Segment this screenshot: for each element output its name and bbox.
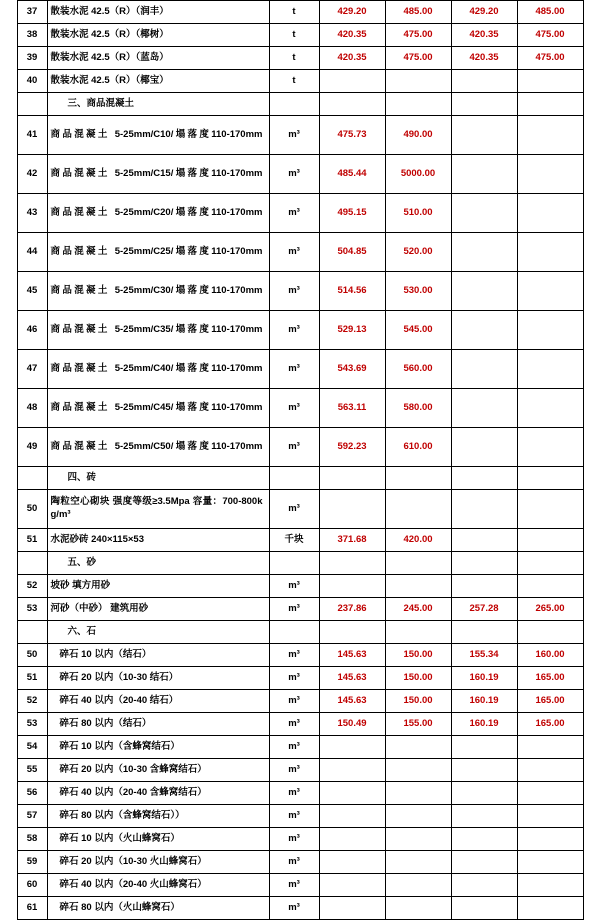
table-row bbox=[17, 897, 583, 920]
price-p2: 520.00 bbox=[385, 233, 451, 272]
price-p1: 529.13 bbox=[319, 311, 385, 350]
item-unit bbox=[269, 621, 319, 644]
item-name: 碎石 40 以内（20-40 结石） bbox=[47, 690, 269, 713]
table-row bbox=[17, 389, 583, 428]
price-p2: 245.00 bbox=[385, 598, 451, 621]
item-name: 六、石 bbox=[47, 621, 269, 644]
row-number: 59 bbox=[17, 851, 47, 874]
item-unit: m³ bbox=[269, 805, 319, 828]
row-number: 61 bbox=[17, 897, 47, 920]
item-unit: m³ bbox=[269, 759, 319, 782]
price-p1 bbox=[319, 759, 385, 782]
price-p4 bbox=[517, 621, 583, 644]
price-p1 bbox=[319, 782, 385, 805]
row-number: 50 bbox=[17, 644, 47, 667]
price-p1 bbox=[319, 467, 385, 490]
item-unit: m³ bbox=[269, 736, 319, 759]
price-p2: 475.00 bbox=[385, 47, 451, 70]
price-p3: 429.20 bbox=[451, 1, 517, 24]
price-p4 bbox=[517, 389, 583, 428]
price-p1 bbox=[319, 552, 385, 575]
price-p3: 420.35 bbox=[451, 47, 517, 70]
price-p1: 420.35 bbox=[319, 24, 385, 47]
table-row bbox=[17, 805, 583, 828]
item-name: 散装水泥 42.5（R）（椰宝） bbox=[47, 70, 269, 93]
row-number: 51 bbox=[17, 667, 47, 690]
price-p3 bbox=[451, 490, 517, 529]
row-number: 53 bbox=[17, 713, 47, 736]
row-number: 45 bbox=[17, 272, 47, 311]
price-p1 bbox=[319, 70, 385, 93]
price-p4 bbox=[517, 490, 583, 529]
price-p2 bbox=[385, 70, 451, 93]
price-p4 bbox=[517, 116, 583, 155]
price-p3 bbox=[451, 782, 517, 805]
price-p4 bbox=[517, 782, 583, 805]
price-p4 bbox=[517, 272, 583, 311]
price-p4: 485.00 bbox=[517, 1, 583, 24]
price-p3 bbox=[451, 272, 517, 311]
price-p1 bbox=[319, 490, 385, 529]
price-p2: 560.00 bbox=[385, 350, 451, 389]
price-p2 bbox=[385, 897, 451, 920]
item-name: 商品混凝土 5-25mm/C35/塌落度110-170mm bbox=[47, 311, 269, 350]
item-name: 五、砂 bbox=[47, 552, 269, 575]
price-p1 bbox=[319, 828, 385, 851]
price-p1 bbox=[319, 621, 385, 644]
item-name: 碎石 10 以内（含蜂窝结石） bbox=[47, 736, 269, 759]
price-p1 bbox=[319, 93, 385, 116]
price-p4: 160.00 bbox=[517, 644, 583, 667]
item-name: 三、商品混凝土 bbox=[47, 93, 269, 116]
item-unit: t bbox=[269, 47, 319, 70]
price-p2: 150.00 bbox=[385, 667, 451, 690]
item-name: 商品混凝土 5-25mm/C10/塌落度110-170mm bbox=[47, 116, 269, 155]
row-number: 54 bbox=[17, 736, 47, 759]
item-unit bbox=[269, 467, 319, 490]
price-p3 bbox=[451, 552, 517, 575]
price-p1: 237.86 bbox=[319, 598, 385, 621]
item-name: 散装水泥 42.5（R）（椰树） bbox=[47, 24, 269, 47]
price-p1: 145.63 bbox=[319, 667, 385, 690]
table-row bbox=[17, 350, 583, 389]
price-p4 bbox=[517, 233, 583, 272]
item-unit: m³ bbox=[269, 194, 319, 233]
item-name: 四、砖 bbox=[47, 467, 269, 490]
item-name: 河砂（中砂） 建筑用砂 bbox=[47, 598, 269, 621]
table-body bbox=[17, 1, 583, 920]
price-p1: 429.20 bbox=[319, 1, 385, 24]
price-p3 bbox=[451, 350, 517, 389]
material-price-table bbox=[17, 0, 584, 920]
item-unit: t bbox=[269, 24, 319, 47]
row-number bbox=[17, 467, 47, 490]
item-name: 坡砂 填方用砂 bbox=[47, 575, 269, 598]
price-p1: 495.15 bbox=[319, 194, 385, 233]
price-p1: 475.73 bbox=[319, 116, 385, 155]
row-number: 38 bbox=[17, 24, 47, 47]
price-p4: 475.00 bbox=[517, 47, 583, 70]
price-p4: 475.00 bbox=[517, 24, 583, 47]
row-number: 44 bbox=[17, 233, 47, 272]
price-p3 bbox=[451, 805, 517, 828]
item-unit: m³ bbox=[269, 116, 319, 155]
price-p4 bbox=[517, 575, 583, 598]
row-number: 60 bbox=[17, 874, 47, 897]
item-name: 水泥砂砖 240×115×53 bbox=[47, 529, 269, 552]
table-row bbox=[17, 272, 583, 311]
price-p3 bbox=[451, 467, 517, 490]
item-unit: t bbox=[269, 70, 319, 93]
item-unit: m³ bbox=[269, 575, 319, 598]
price-p4 bbox=[517, 93, 583, 116]
table-row bbox=[17, 690, 583, 713]
price-p2: 545.00 bbox=[385, 311, 451, 350]
item-unit: m³ bbox=[269, 350, 319, 389]
row-number: 46 bbox=[17, 311, 47, 350]
row-number bbox=[17, 621, 47, 644]
price-p1 bbox=[319, 575, 385, 598]
row-number: 58 bbox=[17, 828, 47, 851]
item-unit: 千块 bbox=[269, 529, 319, 552]
table-row bbox=[17, 155, 583, 194]
table-row bbox=[17, 467, 583, 490]
price-p3 bbox=[451, 155, 517, 194]
price-p2 bbox=[385, 621, 451, 644]
table-row bbox=[17, 93, 583, 116]
price-p2: 155.00 bbox=[385, 713, 451, 736]
item-name: 碎石 80 以内（结石） bbox=[47, 713, 269, 736]
item-unit: m³ bbox=[269, 828, 319, 851]
item-unit bbox=[269, 93, 319, 116]
row-number: 37 bbox=[17, 1, 47, 24]
row-number: 56 bbox=[17, 782, 47, 805]
price-p3 bbox=[451, 70, 517, 93]
item-name: 碎石 20 以内（10-30 结石） bbox=[47, 667, 269, 690]
item-name: 散装水泥 42.5（R）（润丰） bbox=[47, 1, 269, 24]
price-p2: 580.00 bbox=[385, 389, 451, 428]
row-number: 49 bbox=[17, 428, 47, 467]
table-row bbox=[17, 233, 583, 272]
table-row bbox=[17, 598, 583, 621]
row-number bbox=[17, 552, 47, 575]
item-unit: m³ bbox=[269, 690, 319, 713]
price-p3: 155.34 bbox=[451, 644, 517, 667]
item-name: 商品混凝土 5-25mm/C25/塌落度110-170mm bbox=[47, 233, 269, 272]
price-p4 bbox=[517, 897, 583, 920]
price-p4 bbox=[517, 467, 583, 490]
price-p3 bbox=[451, 897, 517, 920]
price-p1 bbox=[319, 851, 385, 874]
price-p1: 145.63 bbox=[319, 690, 385, 713]
price-p4 bbox=[517, 828, 583, 851]
table-row bbox=[17, 1, 583, 24]
price-p4 bbox=[517, 194, 583, 233]
price-p1: 592.23 bbox=[319, 428, 385, 467]
row-number bbox=[17, 93, 47, 116]
price-p3 bbox=[451, 194, 517, 233]
price-p3: 160.19 bbox=[451, 713, 517, 736]
row-number: 52 bbox=[17, 575, 47, 598]
item-name: 商品混凝土 5-25mm/C15/塌落度110-170mm bbox=[47, 155, 269, 194]
price-p4 bbox=[517, 851, 583, 874]
table-row bbox=[17, 713, 583, 736]
table-row bbox=[17, 575, 583, 598]
price-p2: 475.00 bbox=[385, 24, 451, 47]
price-p3 bbox=[451, 621, 517, 644]
price-p3: 257.28 bbox=[451, 598, 517, 621]
table-row bbox=[17, 70, 583, 93]
row-number: 43 bbox=[17, 194, 47, 233]
item-name: 碎石 40 以内（20-40 火山蜂窝石） bbox=[47, 874, 269, 897]
price-p4 bbox=[517, 155, 583, 194]
price-p2: 490.00 bbox=[385, 116, 451, 155]
price-p4 bbox=[517, 805, 583, 828]
price-p4: 265.00 bbox=[517, 598, 583, 621]
row-number: 50 bbox=[17, 490, 47, 529]
item-name: 陶粒空心砌块 强度等级≥3.5Mpa 容量：700-800kg/m³ bbox=[47, 490, 269, 529]
table-row bbox=[17, 851, 583, 874]
price-p3 bbox=[451, 233, 517, 272]
item-name: 商品混凝土 5-25mm/C20/塌落度110-170mm bbox=[47, 194, 269, 233]
table-row bbox=[17, 490, 583, 529]
price-p3 bbox=[451, 851, 517, 874]
price-p4: 165.00 bbox=[517, 690, 583, 713]
item-name: 碎石 80 以内（火山蜂窝石） bbox=[47, 897, 269, 920]
price-p2 bbox=[385, 575, 451, 598]
price-p4 bbox=[517, 552, 583, 575]
row-number: 42 bbox=[17, 155, 47, 194]
price-p3 bbox=[451, 828, 517, 851]
price-p4 bbox=[517, 759, 583, 782]
item-unit: m³ bbox=[269, 233, 319, 272]
price-p3 bbox=[451, 874, 517, 897]
row-number: 53 bbox=[17, 598, 47, 621]
price-p1: 504.85 bbox=[319, 233, 385, 272]
price-p2 bbox=[385, 467, 451, 490]
row-number: 51 bbox=[17, 529, 47, 552]
price-p2: 510.00 bbox=[385, 194, 451, 233]
price-p2: 485.00 bbox=[385, 1, 451, 24]
item-unit: m³ bbox=[269, 713, 319, 736]
item-unit: t bbox=[269, 1, 319, 24]
price-p1: 543.69 bbox=[319, 350, 385, 389]
row-number: 39 bbox=[17, 47, 47, 70]
item-name: 商品混凝土 5-25mm/C45/塌落度110-170mm bbox=[47, 389, 269, 428]
item-unit: m³ bbox=[269, 644, 319, 667]
price-p4: 165.00 bbox=[517, 713, 583, 736]
item-unit: m³ bbox=[269, 897, 319, 920]
row-number: 40 bbox=[17, 70, 47, 93]
price-p2 bbox=[385, 490, 451, 529]
table-row bbox=[17, 644, 583, 667]
price-p2 bbox=[385, 782, 451, 805]
price-p1 bbox=[319, 805, 385, 828]
price-p4 bbox=[517, 350, 583, 389]
price-p3 bbox=[451, 311, 517, 350]
table-row bbox=[17, 759, 583, 782]
table-row bbox=[17, 782, 583, 805]
price-p3: 420.35 bbox=[451, 24, 517, 47]
price-p2 bbox=[385, 759, 451, 782]
price-p2 bbox=[385, 851, 451, 874]
item-name: 碎石 20 以内（10-30 含蜂窝结石） bbox=[47, 759, 269, 782]
item-name: 碎石 10 以内（结石） bbox=[47, 644, 269, 667]
price-p3 bbox=[451, 93, 517, 116]
price-p2 bbox=[385, 736, 451, 759]
item-unit: m³ bbox=[269, 389, 319, 428]
item-unit: m³ bbox=[269, 311, 319, 350]
item-name: 碎石 20 以内（10-30 火山蜂窝石） bbox=[47, 851, 269, 874]
price-p4: 165.00 bbox=[517, 667, 583, 690]
price-p2 bbox=[385, 552, 451, 575]
table-row bbox=[17, 428, 583, 467]
price-p2 bbox=[385, 874, 451, 897]
item-name: 商品混凝土 5-25mm/C40/塌落度110-170mm bbox=[47, 350, 269, 389]
price-p2: 5000.00 bbox=[385, 155, 451, 194]
item-unit bbox=[269, 552, 319, 575]
table-row bbox=[17, 311, 583, 350]
price-p1: 485.44 bbox=[319, 155, 385, 194]
item-name: 碎石 10 以内（火山蜂窝石） bbox=[47, 828, 269, 851]
item-unit: m³ bbox=[269, 667, 319, 690]
table-row bbox=[17, 874, 583, 897]
row-number: 41 bbox=[17, 116, 47, 155]
table-row bbox=[17, 667, 583, 690]
price-p4 bbox=[517, 874, 583, 897]
item-unit: m³ bbox=[269, 155, 319, 194]
item-unit: m³ bbox=[269, 598, 319, 621]
price-p2 bbox=[385, 93, 451, 116]
row-number: 47 bbox=[17, 350, 47, 389]
row-number: 55 bbox=[17, 759, 47, 782]
price-p3 bbox=[451, 116, 517, 155]
price-p4 bbox=[517, 70, 583, 93]
price-p3 bbox=[451, 428, 517, 467]
item-name: 商品混凝土 5-25mm/C50/塌落度110-170mm bbox=[47, 428, 269, 467]
row-number: 57 bbox=[17, 805, 47, 828]
table-row bbox=[17, 194, 583, 233]
price-p1 bbox=[319, 897, 385, 920]
price-p3 bbox=[451, 736, 517, 759]
table-row bbox=[17, 47, 583, 70]
price-p2: 150.00 bbox=[385, 690, 451, 713]
table-row bbox=[17, 736, 583, 759]
price-p4 bbox=[517, 311, 583, 350]
table-row bbox=[17, 24, 583, 47]
price-p3: 160.19 bbox=[451, 690, 517, 713]
table-row bbox=[17, 828, 583, 851]
table-row bbox=[17, 552, 583, 575]
item-name: 碎石 40 以内（20-40 含蜂窝结石） bbox=[47, 782, 269, 805]
price-p2: 420.00 bbox=[385, 529, 451, 552]
price-p1: 420.35 bbox=[319, 47, 385, 70]
item-name: 碎石 80 以内（含蜂窝结石）） bbox=[47, 805, 269, 828]
item-unit: m³ bbox=[269, 782, 319, 805]
price-p1: 150.49 bbox=[319, 713, 385, 736]
price-p3 bbox=[451, 575, 517, 598]
item-unit: m³ bbox=[269, 490, 319, 529]
item-unit: m³ bbox=[269, 851, 319, 874]
price-p4 bbox=[517, 736, 583, 759]
price-p1 bbox=[319, 874, 385, 897]
item-unit: m³ bbox=[269, 874, 319, 897]
item-unit: m³ bbox=[269, 428, 319, 467]
table-row bbox=[17, 621, 583, 644]
item-name: 散装水泥 42.5（R）（蓝岛） bbox=[47, 47, 269, 70]
item-name: 商品混凝土 5-25mm/C30/塌落度110-170mm bbox=[47, 272, 269, 311]
price-p2: 610.00 bbox=[385, 428, 451, 467]
price-p4 bbox=[517, 428, 583, 467]
price-p1: 371.68 bbox=[319, 529, 385, 552]
price-p2: 150.00 bbox=[385, 644, 451, 667]
price-p2 bbox=[385, 805, 451, 828]
table-row bbox=[17, 529, 583, 552]
item-unit: m³ bbox=[269, 272, 319, 311]
price-p3 bbox=[451, 389, 517, 428]
table-row bbox=[17, 116, 583, 155]
price-p1: 514.56 bbox=[319, 272, 385, 311]
price-p2 bbox=[385, 828, 451, 851]
price-p3 bbox=[451, 529, 517, 552]
price-p1: 145.63 bbox=[319, 644, 385, 667]
price-p3 bbox=[451, 759, 517, 782]
price-p4 bbox=[517, 529, 583, 552]
price-p3: 160.19 bbox=[451, 667, 517, 690]
price-p1: 563.11 bbox=[319, 389, 385, 428]
row-number: 48 bbox=[17, 389, 47, 428]
price-p2: 530.00 bbox=[385, 272, 451, 311]
row-number: 52 bbox=[17, 690, 47, 713]
price-p1 bbox=[319, 736, 385, 759]
